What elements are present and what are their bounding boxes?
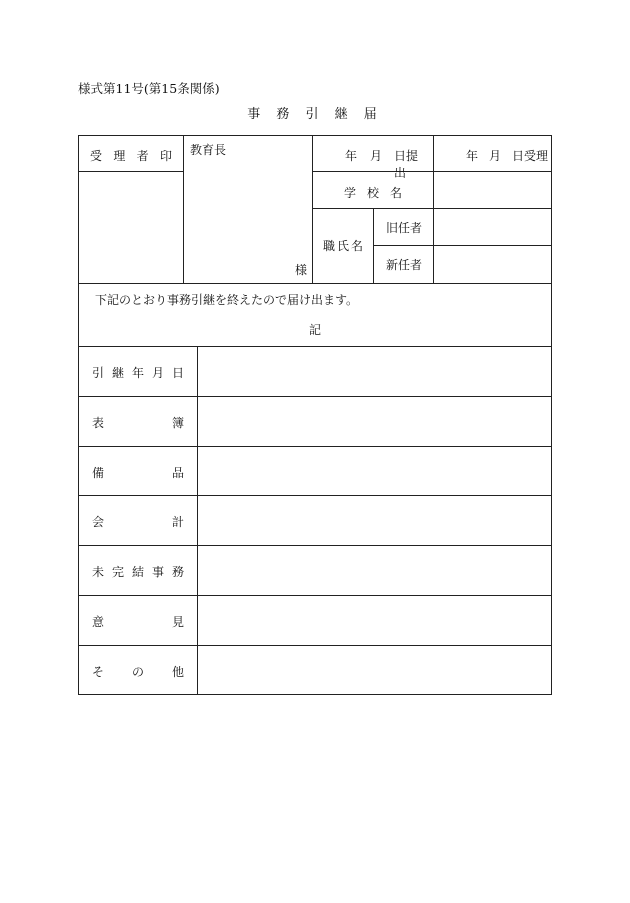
detail-row-label <box>92 464 184 481</box>
table-right-border <box>551 135 552 695</box>
detail-row-label-char: 計 <box>171 515 184 529</box>
detail-row-rule <box>78 645 552 646</box>
header-divider-2 <box>312 135 313 283</box>
statement-bottom-rule <box>78 346 552 347</box>
new-label: 新任者 <box>386 258 423 272</box>
received-day: 日受理 <box>512 149 549 163</box>
detail-row-label <box>92 563 184 580</box>
detail-row-label-char: の <box>131 665 144 679</box>
detail-row-label-char: 簿 <box>171 416 184 430</box>
submitted-month: 月 <box>370 149 383 163</box>
detail-row-rule <box>78 495 552 496</box>
receiver-seal-box[interactable] <box>80 173 182 282</box>
header-divider-1 <box>183 135 184 283</box>
detail-row-label-char: 継 <box>111 366 124 380</box>
detail-row-label-char: 日 <box>171 366 184 380</box>
detail-row-value[interactable] <box>202 599 546 641</box>
detail-row-label-char: 完 <box>111 565 124 579</box>
addressee-field[interactable] <box>185 160 311 260</box>
detail-row-value[interactable] <box>202 450 546 492</box>
detail-row-value[interactable] <box>202 649 546 691</box>
detail-row-label-char: 年 <box>131 366 144 380</box>
header-rule-2 <box>312 208 552 209</box>
new-field[interactable] <box>435 247 550 282</box>
detail-row-label <box>92 364 184 381</box>
detail-row-value[interactable] <box>202 400 546 442</box>
position-name-label: 職氏名 <box>323 239 366 253</box>
detail-row-label-char: 意 <box>92 615 105 629</box>
detail-row-label <box>92 513 184 530</box>
submitted-day: 日提出 <box>394 149 419 180</box>
detail-row-value[interactable] <box>202 499 546 541</box>
detail-row-label-char: 備 <box>92 466 105 480</box>
former-field[interactable] <box>435 210 550 244</box>
detail-row-rule <box>78 545 552 546</box>
table-bottom-border <box>78 694 552 695</box>
statement-text: 下記のとおり事務引継を終えたので届け出ます。 <box>95 293 359 307</box>
detail-row-label-char: 他 <box>171 665 184 679</box>
header-rule-3 <box>373 245 552 246</box>
received-date <box>466 147 550 161</box>
detail-label-divider <box>197 346 198 694</box>
ki-label: 記 <box>309 323 322 337</box>
submitted-date <box>345 147 429 180</box>
header-rule-seal <box>78 171 184 172</box>
form-number: 様式第11号(第15条関係) <box>78 81 220 96</box>
received-year: 年 <box>466 149 479 163</box>
detail-row-value[interactable] <box>202 350 546 392</box>
received-month: 月 <box>489 149 502 163</box>
table-left-border <box>78 135 79 695</box>
detail-row-label-char: 結 <box>131 565 144 579</box>
detail-row-label-char: 未 <box>92 565 105 579</box>
detail-row-label <box>92 613 184 630</box>
detail-row-label-char: 品 <box>171 466 184 480</box>
detail-row-label <box>92 414 184 431</box>
submitted-year: 年 <box>345 149 358 163</box>
addressee-title: 教育長 <box>190 143 227 157</box>
header-bottom-rule <box>78 283 552 284</box>
detail-row-rule <box>78 446 552 447</box>
addressee-honorific: 様 <box>295 263 308 277</box>
school-name-field[interactable] <box>435 173 550 207</box>
detail-row-label-char: 務 <box>171 565 184 579</box>
header-rule-1 <box>312 171 552 172</box>
detail-row-label <box>92 663 184 680</box>
detail-row-label-char: 引 <box>92 366 105 380</box>
detail-row-label-char: 見 <box>171 615 184 629</box>
school-name-label: 学 校 名 <box>344 186 402 200</box>
page-title: 事 務 引 継 届 <box>247 107 383 122</box>
receiver-seal-label: 受 理 者 印 <box>90 149 172 163</box>
header-divider-3 <box>433 135 434 283</box>
former-label: 旧任者 <box>386 221 423 235</box>
detail-row-label-char: 会 <box>92 515 105 529</box>
detail-row-rule <box>78 595 552 596</box>
detail-row-label-char: 月 <box>151 366 164 380</box>
detail-row-rule <box>78 396 552 397</box>
detail-row-label-char: 表 <box>92 416 105 430</box>
detail-row-value[interactable] <box>202 549 546 591</box>
detail-row-label-char: そ <box>92 665 105 679</box>
table-top-border <box>78 135 552 136</box>
detail-row-label-char: 事 <box>151 565 164 579</box>
